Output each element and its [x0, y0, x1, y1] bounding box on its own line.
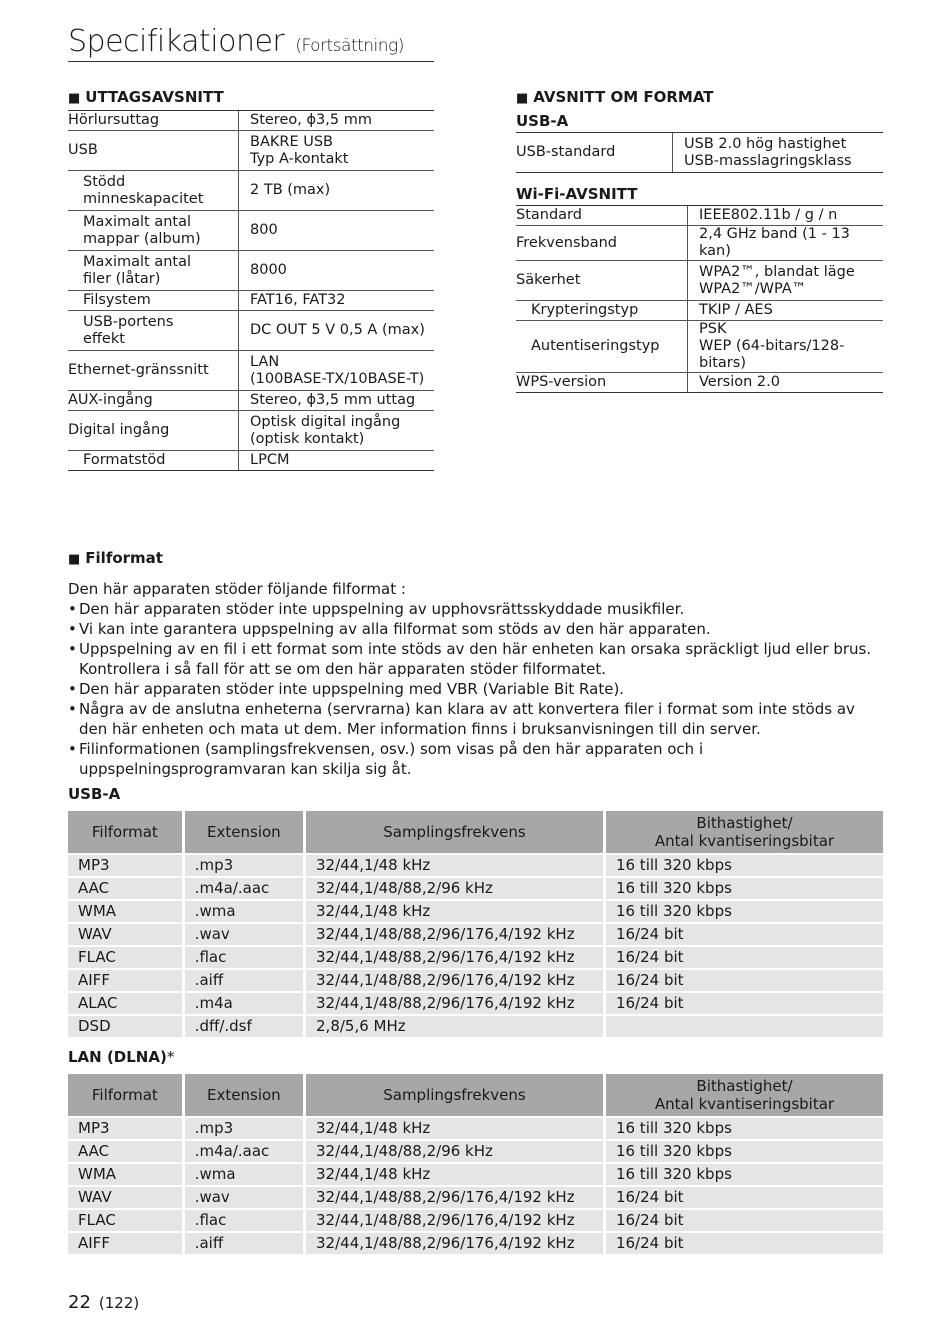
usb-format-table [68, 811, 883, 1037]
spec-label: Maximalt antal mappar (album) [68, 211, 239, 251]
spec-value: FAT16, FAT32 [239, 291, 435, 311]
table-cell: AIFF [68, 1232, 183, 1254]
spec-row [516, 301, 883, 321]
table-cell: .wma [183, 900, 304, 923]
page-title-text: Specifikationer [68, 24, 285, 59]
spec-row [68, 391, 434, 411]
table-cell: .wma [183, 1163, 304, 1186]
table-cell: 16 till 320 kbps [604, 854, 883, 877]
table-row [68, 1163, 883, 1186]
notes-list [68, 599, 883, 779]
table-cell: 16/24 bit [604, 946, 883, 969]
table-cell: AAC [68, 1140, 183, 1163]
page-current: 22 [68, 1292, 91, 1313]
note-item: • Den här apparaten stöder inte uppspelning av upphovsrättsskyddade musikfiler. [68, 599, 883, 619]
table-row [68, 1232, 883, 1254]
table-cell: .dff/.dsf [183, 1015, 304, 1037]
table-row [68, 923, 883, 946]
format-heading: ■ AVSNITT OM FORMAT [516, 86, 883, 110]
column-header: Samplingsfrekvens [305, 811, 605, 854]
column-header: Bithastighet/ Antal kvantiseringsbitar [604, 811, 883, 854]
table-cell: 2,8/5,6 MHz [305, 1015, 605, 1037]
format-section [516, 86, 883, 393]
spec-value: 2 TB (max) [239, 171, 435, 211]
table-cell: WAV [68, 1186, 183, 1209]
table-row [68, 854, 883, 877]
spec-row [516, 206, 883, 226]
table-cell: MP3 [68, 854, 183, 877]
uttag-section [68, 86, 434, 471]
table-cell: 16 till 320 kbps [604, 877, 883, 900]
column-header: Extension [183, 811, 304, 854]
spec-row [68, 311, 434, 351]
spec-value: BAKRE USB Typ A-kontakt [239, 131, 435, 171]
spec-label: Stödd minneskapacitet [68, 171, 239, 211]
spec-value: IEEE802.11b / g / n [688, 206, 884, 226]
table-cell [604, 1015, 883, 1037]
table-cell: .flac [183, 946, 304, 969]
table-row [68, 969, 883, 992]
table-cell: FLAC [68, 946, 183, 969]
usb-table-title: USB-A [68, 785, 121, 803]
table-row [68, 877, 883, 900]
table-cell: .m4a/.aac [183, 877, 304, 900]
table-cell: 16/24 bit [604, 1232, 883, 1254]
spec-row [516, 373, 883, 393]
table-cell: WAV [68, 923, 183, 946]
lan-title-mark: * [166, 1048, 175, 1066]
lan-table-title [68, 1046, 883, 1068]
table-cell: .aiff [183, 969, 304, 992]
spec-value: Version 2.0 [688, 373, 884, 393]
note-item: • Den här apparaten stöder inte uppspelning med VBR (Variable Bit Rate). [68, 679, 883, 699]
spec-value: 8000 [239, 251, 435, 291]
spec-label: Autentiseringstyp [516, 321, 688, 373]
table-cell: 32/44,1/48 kHz [305, 1163, 605, 1186]
page-total: (122) [98, 1294, 140, 1312]
table-cell: .aiff [183, 1232, 304, 1254]
table-cell: 32/44,1/48/88,2/96/176,4/192 kHz [305, 969, 605, 992]
table-cell: WMA [68, 900, 183, 923]
table-cell: .m4a/.aac [183, 1140, 304, 1163]
column-header: Extension [183, 1074, 304, 1117]
note-item: • Uppspelning av en fil i ett format som inte stöds av den här enheten kan orsaka spräckligt ljud eller brus. Kontrollera i så fall för att se om den här apparaten stöder filformatet. [68, 639, 883, 679]
intro-text: Den här apparaten stöder följande filformat : [68, 580, 406, 598]
table-row [68, 1140, 883, 1163]
spec-row [68, 131, 434, 171]
table-cell: 32/44,1/48/88,2/96/176,4/192 kHz [305, 1232, 605, 1254]
table-cell: 16/24 bit [604, 969, 883, 992]
table-cell: MP3 [68, 1117, 183, 1140]
table-row [68, 1015, 883, 1037]
spec-row [68, 411, 434, 451]
table-cell: .flac [183, 1209, 304, 1232]
spec-value: PSK WEP (64-bitars/128-bitars) [688, 321, 884, 373]
table-header-row [68, 811, 883, 854]
table-cell: 16/24 bit [604, 923, 883, 946]
table-cell: .mp3 [183, 854, 304, 877]
table-cell: 16/24 bit [604, 1186, 883, 1209]
table-cell: 32/44,1/48/88,2/96/176,4/192 kHz [305, 1209, 605, 1232]
note-item: • Filinformationen (samplingsfrekvensen, osv.) som visas på den här apparaten och i uppspelningsprogramvaran kan skilja sig åt. [68, 739, 883, 779]
filformat-section [68, 547, 883, 1254]
spec-row [516, 226, 883, 261]
spec-label: AUX-ingång [68, 391, 239, 411]
table-cell: 16 till 320 kbps [604, 1140, 883, 1163]
spec-row [68, 211, 434, 251]
spec-label: Ethernet-gränssnitt [68, 351, 239, 391]
table-cell: .m4a [183, 992, 304, 1015]
spec-value: DC OUT 5 V 0,5 A (max) [239, 311, 435, 351]
spec-row [516, 133, 883, 173]
uttag-heading: ■ UTTAGSAVSNITT [68, 86, 434, 110]
spec-value: LPCM [239, 451, 435, 471]
filformat-heading: ■ Filformat [68, 547, 883, 571]
page-number [68, 1292, 139, 1313]
spec-label: WPS-version [516, 373, 688, 393]
spec-value: Stereo, ϕ3,5 mm [239, 111, 435, 131]
spec-label: Säkerhet [516, 261, 688, 301]
spec-value: Stereo, ϕ3,5 mm uttag [239, 391, 435, 411]
table-row [68, 900, 883, 923]
spec-value: USB 2.0 hög hastighet USB-masslagringsklass [673, 133, 884, 173]
spec-row [516, 261, 883, 301]
table-cell: 32/44,1/48/88,2/96/176,4/192 kHz [305, 923, 605, 946]
page-title [68, 24, 434, 62]
table-cell: 32/44,1/48/88,2/96/176,4/192 kHz [305, 946, 605, 969]
table-cell: .wav [183, 1186, 304, 1209]
table-header-row [68, 1074, 883, 1117]
table-cell: 32/44,1/48 kHz [305, 854, 605, 877]
spec-label: Formatstöd [68, 451, 239, 471]
table-cell: WMA [68, 1163, 183, 1186]
spec-row [68, 351, 434, 391]
spec-value: 800 [239, 211, 435, 251]
table-cell: .wav [183, 923, 304, 946]
note-item: • Några av de anslutna enheterna (servrarna) kan klara av att konvertera filer i format som inte stöds av den här enheten och mata ut dem. Mer information finns i bruksanvisningen till din server. [68, 699, 883, 739]
spec-row [68, 171, 434, 211]
table-cell: 16 till 320 kbps [604, 1117, 883, 1140]
spec-value: Optisk digital ingång (optisk kontakt) [239, 411, 435, 451]
spec-row [516, 321, 883, 373]
spec-row [68, 251, 434, 291]
table-row [68, 1209, 883, 1232]
spec-label: Hörlursuttag [68, 111, 239, 131]
spec-label: Maximalt antal filer (låtar) [68, 251, 239, 291]
table-row [68, 1186, 883, 1209]
spec-row [68, 111, 434, 131]
lan-format-table [68, 1074, 883, 1254]
table-cell: 32/44,1/48/88,2/96/176,4/192 kHz [305, 992, 605, 1015]
table-cell: 16/24 bit [604, 1209, 883, 1232]
spec-label: Krypteringstyp [516, 301, 688, 321]
table-cell: 32/44,1/48 kHz [305, 1117, 605, 1140]
filformat-intro [68, 579, 883, 779]
table-cell: 32/44,1/48/88,2/96/176,4/192 kHz [305, 1186, 605, 1209]
usb-spec-table [516, 132, 883, 173]
column-header: Samplingsfrekvens [305, 1074, 605, 1117]
page-subtitle: (Fortsättning) [295, 36, 404, 56]
spec-label: Filsystem [68, 291, 239, 311]
table-cell: 16 till 320 kbps [604, 1163, 883, 1186]
column-header: Bithastighet/ Antal kvantiseringsbitar [604, 1074, 883, 1117]
usb-a-heading: USB-A [516, 112, 569, 130]
table-row [68, 946, 883, 969]
spec-label: Frekvensband [516, 226, 688, 261]
spec-value: TKIP / AES [688, 301, 884, 321]
table-cell: 16 till 320 kbps [604, 900, 883, 923]
table-cell: ALAC [68, 992, 183, 1015]
spec-row [68, 451, 434, 471]
table-cell: DSD [68, 1015, 183, 1037]
spec-label: Standard [516, 206, 688, 226]
table-cell: 32/44,1/48/88,2/96 kHz [305, 877, 605, 900]
wifi-table [516, 205, 883, 393]
spec-value: WPA2™, blandat läge WPA2™/WPA™ [688, 261, 884, 301]
table-cell: AAC [68, 877, 183, 900]
uttag-table [68, 110, 434, 471]
spec-label: USB-portens effekt [68, 311, 239, 351]
table-cell: .mp3 [183, 1117, 304, 1140]
wifi-heading: Wi-Fi-AVSNITT [516, 185, 638, 203]
table-row [68, 1117, 883, 1140]
column-header: Filformat [68, 811, 183, 854]
table-cell: 32/44,1/48 kHz [305, 900, 605, 923]
note-item: • Vi kan inte garantera uppspelning av alla filformat som stöds av den här apparaten. [68, 619, 883, 639]
table-cell: 16/24 bit [604, 992, 883, 1015]
table-cell: AIFF [68, 969, 183, 992]
spec-row [68, 291, 434, 311]
spec-value: LAN (100BASE-TX/10BASE-T) [239, 351, 435, 391]
table-row [68, 992, 883, 1015]
lan-title-text: LAN (DLNA) [68, 1048, 167, 1066]
spec-value: 2,4 GHz band (1 - 13 kan) [688, 226, 884, 261]
column-header: Filformat [68, 1074, 183, 1117]
spec-label: USB [68, 131, 239, 171]
spec-label: USB-standard [516, 133, 673, 173]
spec-label: Digital ingång [68, 411, 239, 451]
table-cell: 32/44,1/48/88,2/96 kHz [305, 1140, 605, 1163]
table-cell: FLAC [68, 1209, 183, 1232]
